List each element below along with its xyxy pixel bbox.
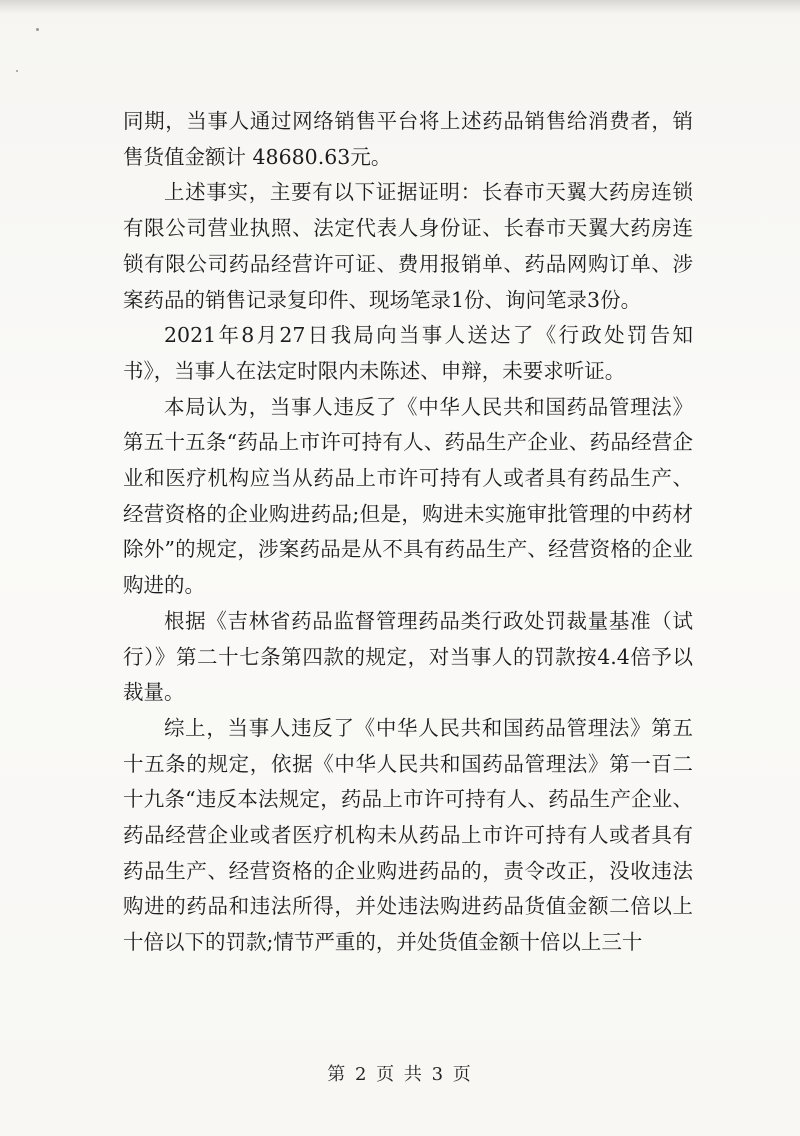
paragraph-evidence: 上述事实，主要有以下证据证明：长春市天翼大药房连锁有限公司营业执照、法定代表人身份证、长春市天翼大药房连锁有限公司药品经营许可证、费用报销单、药品网购订单、涉案药品的销售记录复印件、现场笔录1份、询问笔录3份。: [123, 180, 693, 312]
scan-top-edge: [0, 0, 800, 14]
paragraph-notice-served: 2021年8月27日我局向当事人送达了《行政处罚告知书》，当事人在法定时限内未陈述、申辩，未要求听证。: [123, 323, 693, 383]
paragraph-sales-amount: 同期，当事人通过网络销售平台将上述药品销售给消费者，销售货值金额计 48680.63元。: [123, 109, 693, 169]
scan-speck: [16, 70, 18, 72]
paragraph-violation-finding: 本局认为，当事人违反了《中华人民共和国药品管理法》第五十五条“药品上市许可持有人、药品生产企业、药品经营企业和医疗机构应当从药品上市许可持有人或者具有药品生产、经营资格的企业购进药品;但是，购进未实施审批管理的中药材除外”的规定，涉案药品是从不具有药品生产、经营资格的企业购进的。: [123, 394, 693, 598]
paragraph-discretion-basis: 根据《吉林省药品监督管理药品类行政处罚裁量基准（试行）》第二十七条第四款的规定，对当事人的罚款按4.4倍予以裁量。: [123, 608, 693, 705]
document-body: [123, 104, 693, 961]
page-number-footer: 第 2 页 共 3 页: [327, 1064, 473, 1085]
scan-speck: [36, 28, 39, 31]
paragraph-penalty-basis: 综上，当事人违反了《中华人民共和国药品管理法》第五十五条的规定，依据《中华人民共和国药品管理法》第一百二十九条“违反本法规定，药品上市许可持有人、药品生产企业、药品经营企业或者医疗机构未从药品上市许可持有人或者具有药品生产、经营资格的企业购进药品的，责令改正，没收违法购进的药品和违法所得，并处违法购进药品货值金额二倍以上十倍以下的罚款;情节严重的，并处货值金额十倍以上三十: [123, 715, 693, 955]
